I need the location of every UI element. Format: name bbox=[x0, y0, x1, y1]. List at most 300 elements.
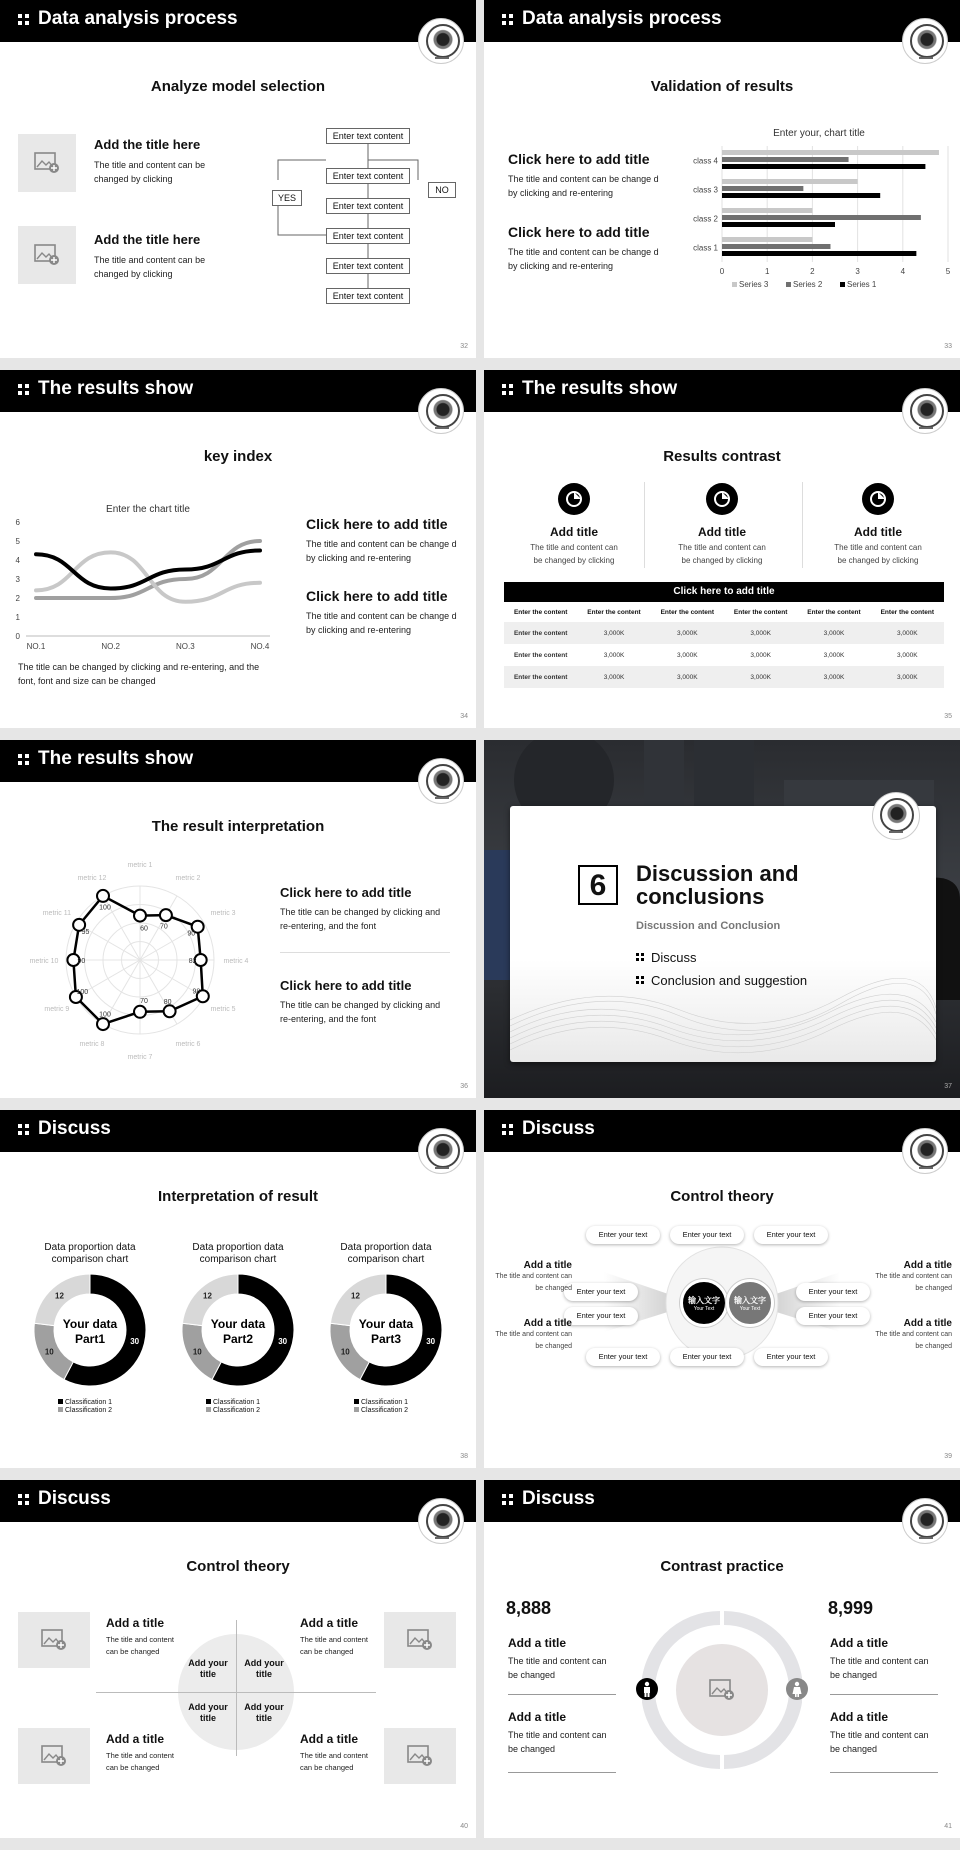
image-placeholder[interactable] bbox=[706, 1676, 738, 1704]
page-number: 38 bbox=[460, 1453, 468, 1460]
slice-label: 30 bbox=[278, 1337, 288, 1347]
university-seal-icon bbox=[418, 18, 464, 64]
item-title: Click here to add title bbox=[280, 978, 412, 993]
header-bar bbox=[484, 0, 960, 42]
axis-label: metric 9 bbox=[44, 1006, 70, 1013]
bar bbox=[722, 157, 849, 162]
quadrant-label: Add your title bbox=[188, 1702, 228, 1723]
pie-chart-icon bbox=[705, 482, 739, 516]
image-add-icon bbox=[34, 152, 60, 174]
data-label: 100 bbox=[99, 904, 111, 912]
slide-37 bbox=[484, 740, 960, 1098]
item-body: The title and content can be change d by clicking and re-entering bbox=[306, 611, 457, 635]
item-title: Add the title here bbox=[94, 137, 201, 152]
item-body: The title and content can be changed by clicking bbox=[94, 255, 206, 279]
slide-title: Control theory bbox=[670, 1188, 774, 1205]
chart-title: Enter your, chart title bbox=[773, 128, 865, 139]
quadrant-label: Add your title bbox=[244, 1658, 284, 1679]
flow-yes-label: YES bbox=[272, 190, 302, 206]
slice-label: 10 bbox=[340, 1347, 350, 1357]
dots-icon bbox=[18, 754, 30, 766]
bar bbox=[722, 193, 880, 198]
flow-box[interactable]: Enter text content bbox=[326, 288, 410, 304]
item-body: The title and content can be change d by clicking and re-entering bbox=[306, 539, 457, 563]
legend-label: Series 1 bbox=[847, 280, 877, 289]
wave-pattern bbox=[510, 952, 936, 1062]
column-body: The title and content can be changed by clicking bbox=[530, 543, 618, 565]
data-label: 98 bbox=[192, 988, 201, 996]
category-label: class 3 bbox=[693, 185, 718, 195]
item-body: The title and content can be change d by clicking and re-entering bbox=[508, 247, 659, 271]
flow-box[interactable]: Enter text content bbox=[326, 168, 410, 184]
page-number: 34 bbox=[460, 713, 468, 720]
section-title: Discussion and conclusions bbox=[636, 861, 799, 909]
legend-entry: Classification 2 bbox=[206, 1407, 300, 1415]
column-title: Add title bbox=[854, 525, 902, 539]
slide-33 bbox=[484, 0, 960, 358]
table-cell: 3,000K bbox=[750, 673, 771, 681]
bar bbox=[722, 244, 830, 249]
item-title: Add a title bbox=[106, 1616, 165, 1630]
image-placeholder[interactable] bbox=[18, 226, 76, 284]
item-title: Add a title bbox=[300, 1732, 359, 1746]
item-body: The title and content can be changed bbox=[300, 1751, 368, 1772]
data-label: 90 bbox=[187, 930, 196, 938]
table-cell: 3,000K bbox=[677, 651, 698, 659]
divider bbox=[96, 1692, 376, 1693]
item-body: The title and content can be changed bbox=[508, 1730, 607, 1754]
slide-title: Interpretation of result bbox=[157, 1188, 318, 1205]
table-header-cell: Enter the content bbox=[880, 608, 935, 616]
text-pill[interactable]: Enter your text bbox=[564, 1283, 638, 1301]
university-seal-icon bbox=[418, 388, 464, 434]
item-title: Click here to add title bbox=[306, 588, 448, 604]
donut-svg bbox=[324, 1268, 448, 1392]
page-number: 35 bbox=[944, 713, 952, 720]
image-add-icon bbox=[41, 1745, 67, 1767]
image-placeholder[interactable] bbox=[18, 1612, 90, 1668]
table-cell: 3,000K bbox=[603, 651, 625, 659]
flow-no-label: NO bbox=[428, 182, 456, 198]
side-item bbox=[494, 1260, 572, 1295]
table-cell: 3,000K bbox=[897, 651, 918, 659]
legend-entry: Classification 1 bbox=[58, 1399, 152, 1407]
text-pill[interactable]: Enter your text bbox=[754, 1226, 828, 1244]
bullet-label: Conclusion and suggestion bbox=[651, 973, 808, 988]
dots-icon bbox=[18, 14, 30, 26]
slice-label: 30 bbox=[426, 1337, 436, 1347]
header-title: Discuss bbox=[522, 1118, 595, 1139]
tick-label: 1 bbox=[764, 267, 770, 276]
header-title: Discuss bbox=[38, 1488, 111, 1509]
side-item bbox=[872, 1318, 952, 1353]
legend-swatch bbox=[840, 282, 845, 287]
text-pill[interactable]: Enter your text bbox=[586, 1348, 660, 1366]
table-cell: Enter the content bbox=[513, 673, 568, 681]
center-label: Your data bbox=[210, 1317, 266, 1331]
divider bbox=[644, 482, 645, 568]
item-body: The title and content can be changed bbox=[830, 1730, 929, 1754]
slide-title: Control theory bbox=[186, 1558, 290, 1575]
slide-39 bbox=[484, 1110, 960, 1468]
category-label: NO.1 bbox=[26, 642, 46, 651]
flow-box[interactable]: Enter text content bbox=[326, 128, 410, 144]
dots-icon bbox=[18, 1124, 30, 1136]
note-text: The title can be changed by clicking and re-entering, and the font, font and size can be changed bbox=[18, 662, 260, 686]
center-label: Part1 bbox=[74, 1332, 106, 1346]
flow-box[interactable]: Enter text content bbox=[326, 198, 410, 214]
image-placeholder[interactable] bbox=[18, 1728, 90, 1784]
image-placeholder[interactable] bbox=[18, 134, 76, 192]
tick-label: 3 bbox=[15, 575, 20, 584]
table-cell: 3,000K bbox=[750, 629, 771, 637]
center-label: Part2 bbox=[222, 1332, 254, 1346]
page-number: 41 bbox=[944, 1823, 952, 1830]
page-number: 36 bbox=[460, 1083, 468, 1090]
text-pill[interactable]: Enter your text bbox=[754, 1348, 828, 1366]
table-cell: 3,000K bbox=[823, 629, 845, 637]
circle-sub-text: Your Text bbox=[693, 1306, 715, 1312]
axis-label: metric 11 bbox=[42, 910, 72, 917]
table-header-cell: Enter the content bbox=[807, 608, 861, 616]
radar-point bbox=[134, 1006, 146, 1018]
header-title: The results show bbox=[38, 378, 194, 399]
section-bullet[interactable] bbox=[636, 973, 807, 988]
donut-svg bbox=[176, 1268, 300, 1392]
circle-main-text: 输入文字 bbox=[688, 1296, 720, 1305]
radar-point bbox=[160, 909, 172, 921]
series-line bbox=[36, 551, 260, 589]
table-row bbox=[504, 622, 944, 644]
item-title: Click here to add title bbox=[280, 885, 412, 900]
radar-point bbox=[97, 890, 109, 902]
slice-label: 12 bbox=[203, 1291, 212, 1301]
item-body: The title and content can be changed bbox=[106, 1751, 174, 1772]
table-cell: 3,000K bbox=[750, 651, 771, 659]
data-label: 70 bbox=[160, 923, 168, 931]
slice-label: 10 bbox=[44, 1347, 54, 1357]
slide-38 bbox=[0, 1110, 476, 1468]
side-title: Add a title bbox=[523, 1318, 572, 1329]
header-title: Discuss bbox=[522, 1488, 595, 1509]
slice-label: 10 bbox=[192, 1347, 202, 1357]
dots-icon bbox=[502, 1494, 514, 1506]
table-cell: 3,000K bbox=[823, 673, 845, 681]
axis-label: metric 4 bbox=[223, 958, 249, 965]
item-title: Click here to add title bbox=[508, 151, 650, 167]
section-bullet[interactable] bbox=[636, 950, 697, 965]
item-title: Add a title bbox=[300, 1616, 359, 1630]
donut-svg bbox=[28, 1268, 152, 1392]
text-pill[interactable]: Enter your text bbox=[796, 1307, 870, 1325]
image-placeholder[interactable] bbox=[384, 1728, 456, 1784]
data-label: 60 bbox=[140, 925, 148, 933]
bar bbox=[722, 208, 812, 213]
table-header-cell: Enter the content bbox=[587, 608, 641, 616]
bar bbox=[722, 251, 916, 256]
table-header-cell: Enter the content bbox=[733, 608, 788, 616]
university-seal-icon bbox=[902, 388, 948, 434]
chart-legend bbox=[58, 1399, 152, 1415]
legend-swatch bbox=[786, 282, 791, 287]
column-title: Add title bbox=[550, 525, 598, 539]
theory-circle[interactable] bbox=[726, 1279, 774, 1327]
side-body: The title and content can be changed bbox=[495, 1273, 572, 1292]
item-body: The title and content can be changed by clicking bbox=[94, 160, 206, 184]
data-label: 95 bbox=[81, 928, 90, 936]
image-add-icon bbox=[34, 244, 60, 266]
slide-title: Analyze model selection bbox=[150, 78, 326, 95]
university-seal-icon bbox=[902, 18, 948, 64]
side-title: Add a title bbox=[523, 1260, 572, 1271]
side-body: The title and content can be changed bbox=[875, 1331, 952, 1350]
data-label: 80 bbox=[163, 998, 172, 1006]
axis-label: metric 3 bbox=[210, 910, 236, 917]
page-number: 39 bbox=[944, 1453, 952, 1460]
side-body: The title and content can be changed bbox=[495, 1331, 572, 1350]
category-label: NO.2 bbox=[101, 642, 121, 651]
slide-title: key index bbox=[203, 448, 273, 465]
item-body: The title and content can be changed bbox=[508, 1656, 607, 1680]
slide-title: Validation of results bbox=[650, 78, 794, 95]
divider bbox=[830, 1772, 938, 1773]
category-label: class 4 bbox=[693, 156, 718, 166]
chart-title: Data proportion data comparison chart bbox=[44, 1242, 136, 1265]
legend-entry: Classification 1 bbox=[206, 1399, 300, 1407]
table-cell: 3,000K bbox=[897, 673, 918, 681]
bar bbox=[722, 164, 925, 169]
slice-label: 12 bbox=[55, 1291, 64, 1301]
item-body: The title and content can be changed bbox=[300, 1635, 368, 1656]
divider bbox=[830, 1694, 938, 1695]
table-title: Click here to add title bbox=[504, 582, 944, 602]
flow-box[interactable]: Enter text content bbox=[326, 258, 410, 274]
tick-label: 2 bbox=[15, 594, 20, 603]
table-cell: Enter the content bbox=[513, 651, 568, 659]
table-cell: 3,000K bbox=[677, 629, 698, 637]
bar bbox=[722, 150, 939, 155]
image-add-icon bbox=[407, 1629, 433, 1651]
radar-point bbox=[134, 910, 146, 922]
slide-title: The result interpretation bbox=[151, 818, 325, 835]
item-title: Add a title bbox=[106, 1732, 165, 1746]
header-bar bbox=[484, 370, 960, 412]
table-cell: Enter the content bbox=[513, 629, 568, 637]
axis-label: metric 10 bbox=[29, 958, 59, 965]
side-title: Add a title bbox=[903, 1318, 952, 1329]
legend-entry: Classification 2 bbox=[58, 1407, 152, 1415]
header-title: Data analysis process bbox=[522, 8, 722, 29]
item-title: Add a title bbox=[508, 1636, 567, 1650]
section-number: 6 bbox=[578, 865, 618, 905]
contrast-column bbox=[656, 482, 788, 567]
dots-icon bbox=[18, 384, 30, 396]
table-cell: 3,000K bbox=[823, 651, 845, 659]
donut-chart bbox=[28, 1242, 152, 1415]
divider bbox=[236, 1620, 237, 1756]
tick-label: 2 bbox=[810, 267, 815, 276]
header-bar bbox=[0, 1480, 476, 1522]
slide-title: Results contrast bbox=[663, 448, 781, 465]
axis-label: metric 6 bbox=[175, 1041, 201, 1049]
page-number: 40 bbox=[460, 1823, 468, 1830]
bullet-label: Discuss bbox=[651, 950, 697, 965]
image-placeholder[interactable] bbox=[384, 1612, 456, 1668]
header-bar bbox=[0, 740, 476, 782]
divider bbox=[508, 1772, 616, 1773]
item-body: The title and content can be changed bbox=[830, 1656, 929, 1680]
tick-label: 6 bbox=[15, 518, 20, 527]
tick-label: 3 bbox=[855, 267, 860, 276]
side-item bbox=[494, 1318, 572, 1353]
header-title: Data analysis process bbox=[38, 8, 238, 29]
table-row bbox=[504, 666, 944, 688]
radar-chart bbox=[20, 840, 260, 1080]
axis-label: metric 2 bbox=[175, 874, 201, 882]
tick-label: 5 bbox=[15, 537, 20, 546]
axis-label: metric 7 bbox=[127, 1054, 153, 1061]
bar bbox=[722, 215, 921, 220]
tick-label: 5 bbox=[945, 267, 951, 276]
center-label: Part3 bbox=[370, 1332, 402, 1346]
table-cell: 3,000K bbox=[603, 673, 625, 681]
text-pill[interactable]: Enter your text bbox=[796, 1283, 870, 1301]
tick-label: 1 bbox=[15, 613, 20, 622]
flow-box[interactable]: Enter text content bbox=[326, 228, 410, 244]
contrast-column bbox=[812, 482, 944, 567]
table-cell: 3,000K bbox=[897, 629, 918, 637]
item-title: Add the title here bbox=[94, 232, 201, 247]
circle-main-text: 输入文字 bbox=[734, 1296, 766, 1305]
university-seal-icon bbox=[902, 1498, 948, 1544]
header-bar bbox=[0, 0, 476, 42]
axis-label: metric 12 bbox=[77, 874, 107, 882]
slide-35 bbox=[484, 370, 960, 728]
radar-point bbox=[164, 1005, 176, 1017]
axis-label: metric 8 bbox=[79, 1041, 105, 1049]
slide-36 bbox=[0, 740, 476, 1098]
divider bbox=[508, 1694, 616, 1695]
item-title: Click here to add title bbox=[508, 224, 650, 240]
dots-icon bbox=[18, 1494, 30, 1506]
tick-label: 0 bbox=[15, 632, 20, 641]
side-title: Add a title bbox=[903, 1260, 952, 1271]
item-body: The title and content can be change d by clicking and re-entering bbox=[508, 174, 659, 198]
bar bbox=[722, 186, 803, 191]
dots-icon bbox=[502, 384, 514, 396]
tick-label: 4 bbox=[900, 267, 906, 276]
radar-point bbox=[97, 1018, 109, 1030]
slide-title: Contrast practice bbox=[660, 1558, 784, 1575]
text-pill[interactable]: Enter your text bbox=[670, 1348, 744, 1366]
slice-label: 12 bbox=[351, 1291, 360, 1301]
bar bbox=[722, 237, 812, 242]
text-pill[interactable]: Enter your text bbox=[586, 1226, 660, 1244]
legend-swatch bbox=[732, 282, 737, 287]
item-body: The title and content can be changed bbox=[106, 1635, 174, 1656]
side-body: The title and content can be changed bbox=[875, 1273, 952, 1292]
column-body: The title and content can be changed by clicking bbox=[678, 543, 766, 565]
legend-label: Series 2 bbox=[793, 280, 823, 289]
chart-title: Data proportion data comparison chart bbox=[192, 1242, 284, 1265]
header-title: The results show bbox=[38, 748, 194, 769]
dots-icon bbox=[636, 953, 645, 962]
category-label: class 1 bbox=[693, 243, 718, 253]
university-seal-icon bbox=[872, 792, 920, 840]
page-number: 32 bbox=[460, 343, 468, 350]
category-label: class 2 bbox=[693, 214, 718, 224]
text-pill[interactable]: Enter your text bbox=[564, 1307, 638, 1325]
header-bar bbox=[0, 370, 476, 412]
slice-label: 30 bbox=[130, 1337, 140, 1347]
chart-legend bbox=[206, 1399, 300, 1415]
slide-34 bbox=[0, 370, 476, 728]
table-cell: 3,000K bbox=[677, 673, 698, 681]
legend-entry: Classification 2 bbox=[354, 1407, 448, 1415]
slide-40 bbox=[0, 1480, 476, 1838]
bar bbox=[722, 179, 858, 184]
page-number: 33 bbox=[944, 343, 952, 350]
donut-chart bbox=[324, 1242, 448, 1415]
data-label: 100 bbox=[99, 1011, 111, 1019]
item-body: The title can be changed by clicking and re-entering, and the font bbox=[280, 907, 441, 931]
slide-41 bbox=[484, 1480, 960, 1838]
chart-legend bbox=[354, 1399, 448, 1415]
slide-32 bbox=[0, 0, 476, 358]
table-header-cell: Enter the content bbox=[660, 608, 715, 616]
contrast-column bbox=[508, 482, 640, 567]
pie-chart-icon bbox=[557, 482, 591, 516]
category-label: NO.3 bbox=[175, 642, 195, 651]
table-header-cell: Enter the content bbox=[513, 608, 568, 616]
theory-circle[interactable] bbox=[680, 1279, 728, 1327]
header-title: Discuss bbox=[38, 1118, 111, 1139]
tick-label: 4 bbox=[15, 556, 20, 565]
center-label: Your data bbox=[62, 1317, 118, 1331]
dots-icon bbox=[636, 976, 645, 985]
item-body: The title can be changed by clicking and re-entering, and the font bbox=[280, 1000, 441, 1024]
divider bbox=[802, 482, 803, 568]
table-row bbox=[504, 644, 944, 666]
contrast-table bbox=[504, 602, 944, 688]
text-pill[interactable]: Enter your text bbox=[670, 1226, 744, 1244]
quadrant-label: Add your title bbox=[244, 1702, 284, 1723]
bar bbox=[722, 222, 835, 227]
tick-label: 0 bbox=[719, 267, 725, 276]
divider bbox=[280, 952, 450, 953]
image-add-icon bbox=[407, 1745, 433, 1767]
page-number: 37 bbox=[944, 1083, 952, 1090]
item-title: Add a title bbox=[508, 1710, 567, 1724]
data-label: 100 bbox=[76, 989, 89, 996]
dots-icon bbox=[502, 14, 514, 26]
legend-label: Series 3 bbox=[739, 280, 769, 289]
data-label: 70 bbox=[140, 997, 148, 1005]
legend-entry: Classification 1 bbox=[354, 1399, 448, 1407]
image-add-icon bbox=[41, 1629, 67, 1651]
data-label: 90 bbox=[77, 958, 86, 965]
chart-title: Data proportion data comparison chart bbox=[340, 1242, 432, 1265]
column-title: Add title bbox=[698, 525, 746, 539]
left-number: 8,888 bbox=[506, 1598, 552, 1618]
center-label: Your data bbox=[358, 1317, 414, 1331]
bar-chart bbox=[684, 122, 954, 302]
category-label: NO.4 bbox=[250, 642, 270, 651]
image-add-icon bbox=[709, 1679, 735, 1701]
circle-sub-text: Your Text bbox=[739, 1306, 761, 1312]
chart-title: Enter the chart title bbox=[106, 504, 190, 515]
side-item bbox=[872, 1260, 952, 1295]
